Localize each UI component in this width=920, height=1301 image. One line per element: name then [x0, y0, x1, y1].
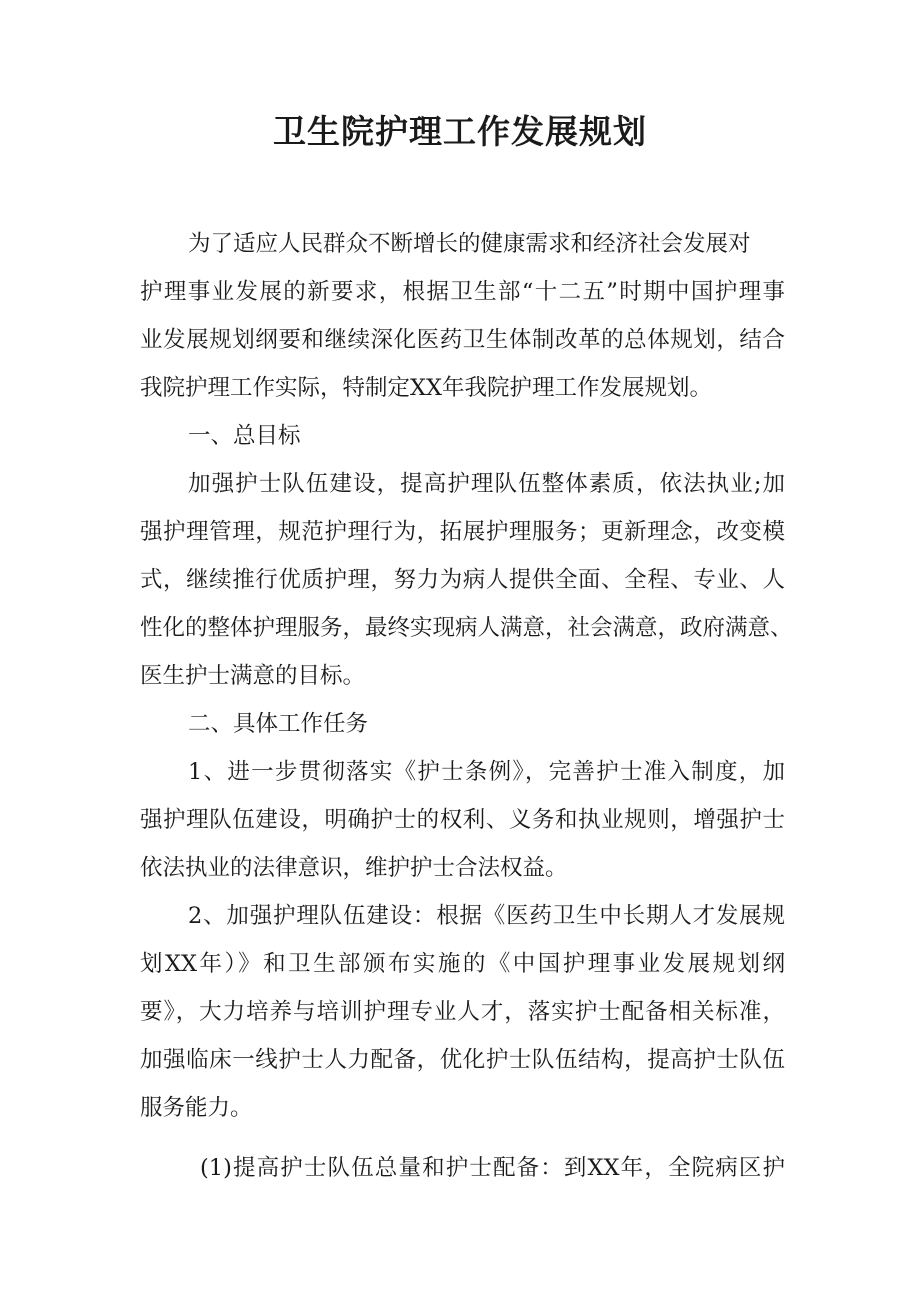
paragraph-line: 服务能力。: [140, 1095, 253, 1121]
paragraph-line: 依法执业的法律意识，维护护士合法权益。: [140, 855, 568, 881]
paragraph-line: 性化的整体护理服务，最终实现病人满意，社会满意，政府满意、: [140, 615, 793, 641]
paragraph-line: 2、加强护理队伍建设：根据《医药卫生中长期人才发展规: [188, 903, 785, 929]
paragraph-line: 医生护士满意的目标。: [140, 663, 366, 689]
paragraph-line: 我院护理工作实际，特制定XX年我院护理工作发展规划。: [140, 375, 713, 401]
section-heading: 一、总目标: [188, 423, 301, 449]
paragraph-line: 护理事业发展的新要求，根据卫生部“十二五”时期中国护理事: [140, 279, 785, 305]
paragraph-line: 式，继续推行优质护理，努力为病人提供全面、全程、专业、人: [140, 567, 785, 593]
paragraph-line: 要》，大力培养与培训护理专业人才，落实护士配备相关标准，: [140, 999, 785, 1025]
paragraph-line: 强护理队伍建设，明确护士的权利、义务和执业规则，增强护士: [140, 807, 785, 833]
paragraph-line: 加强临床一线护士人力配备，优化护士队伍结构，提高护士队伍: [140, 1047, 785, 1073]
paragraph-line: 业发展规划纲要和继续深化医药卫生体制改革的总体规划，结合: [140, 327, 785, 353]
paragraph-line: 加强护士队伍建设，提高护理队伍整体素质，依法执业;加: [188, 471, 785, 497]
document-title: 卫生院护理工作发展规划: [273, 112, 647, 151]
paragraph-line: 划XX年）》和卫生部颁布实施的《中国护理事业发展规划纲: [140, 951, 785, 977]
paragraph-line: 强护理管理，规范护理行为，拓展护理服务；更新理念，改变模: [140, 519, 785, 545]
paragraph-line: 为了适应人民群众不断增长的健康需求和经济社会发展对: [188, 231, 751, 257]
paragraph-line: 1、进一步贯彻落实《护士条例》，完善护士准入制度，加: [188, 759, 785, 785]
section-heading: 二、具体工作任务: [188, 711, 369, 737]
paragraph-line: (1)提高护士队伍总量和护士配备：到XX年，全院病区护: [200, 1155, 785, 1181]
